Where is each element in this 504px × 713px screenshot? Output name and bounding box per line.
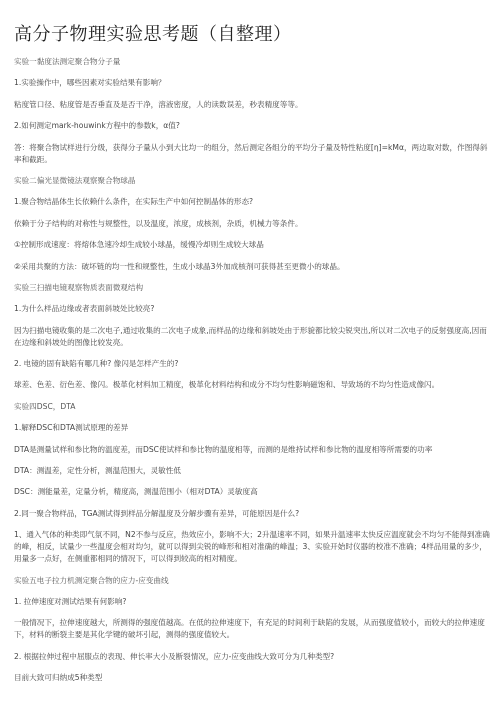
paragraph: 目前大致可归纳成5种类型 — [14, 673, 103, 683]
paragraph: 球差、色差、衍色差、像闪。极革化材料加工精度，极革化材料结构和成分不均匀性影响磁饱和、导致场的不均匀性造成像闪。 — [14, 380, 440, 390]
paragraph: 1.聚合物结晶体生长依赖什么条件，在实际生产中如何控制晶体的形态? — [14, 197, 254, 207]
page-title: 高分子物理实验思考题（自整理） — [14, 24, 292, 45]
paragraph: 1.解释DSC和DTA测试原理的差异 — [14, 423, 129, 433]
paragraph: 实验三扫描电镜观察物质表面微观结构 — [14, 282, 144, 292]
paragraph: 1、通入气体的种类即气氛不同，N2不参与反应，热效应小，影响不大；2升温速率不同，如果升温速率太快反应温度就会不均匀不能得到准确的峰，相反，试量少一些温度会相对均匀，就可以得到尖锐的峰形和相对准确的峰温；3、实验开始时仪器的校准不准确；4样品用量的多少，用量多一点好，在侧重都相同的情况下，可以得到较高的相对精度。 — [14, 530, 490, 564]
paragraph: 1. 拉伸速度对测试结果有何影响? — [14, 596, 127, 606]
paragraph: 2.如何测定mark-houwink方程中的参数k，α值? — [14, 121, 180, 131]
paragraph: 因为扫描电镜收集的是二次电子,通过收集的二次电子成象,而样品的边缘和斜坡处由于形貌都比较尖锐突出,所以对二次电子的反射强度高,因而在边缘和斜坡处的图像比较发亮。 — [14, 325, 487, 347]
paragraph: 1.实验操作中，哪些因素对实验结果有影响？ — [14, 78, 166, 88]
paragraph: 2. 电镜的固有缺陷有哪几种? 像闪是怎样产生的? — [14, 359, 179, 369]
paragraph: 实验一黏度法测定聚合物分子量 — [14, 57, 121, 66]
paragraph: 依赖于分子结构的对称性与规整性，以及温度，浓度，成核剂，杂质，机械力等条件。 — [14, 218, 303, 228]
paragraph: 1.为什么样品边缘或者表面斜坡处比较亮? — [14, 304, 155, 314]
paragraph: 答：将聚合物试样进行分级，获得分子量从小到大比均一的组分，然后测定各组分的平均分子量及特性粘度[η]=kMα，两边取对数，作图得斜率和截距。 — [14, 142, 488, 164]
paragraph: 粘度管口径、粘度管是否垂直及是否干净，溶液密度，人的读数误差，秒表精度等等。 — [14, 99, 303, 109]
paragraph: 实验二偏光显微镜法观察聚合物球晶 — [14, 175, 136, 185]
paragraph: 一般情况下，拉伸速度越大，所测得的强度值越高。在低的拉伸速度下，有充足的时间利于缺陷的发展，从而强度值较小，而较大的拉伸速度下，材料的断裂主要是其化学键的破坏引起，测得的强度值较大。 — [14, 618, 485, 640]
paragraph: 2. 根据拉伸过程中屈服点的表现、伸长率大小及断裂情况，应力-应变曲线大致可分为几种类型? — [14, 651, 335, 661]
paragraph: DTA是测量试样和参比物的温度差，而DSC使试样和参比物的温度相等，而测的是维持试样和参比物的温度相等所需要的功率 — [14, 444, 433, 454]
paragraph: 实验四DSC，DTA — [14, 401, 76, 411]
paragraph: DSC：测能量差，定量分析，精度高，测温范围小（相对DTA）灵敏度高 — [14, 487, 258, 497]
paragraph: 2.同一聚合物样品，TGA测试得到样品分解温度及分解步骤有差异，可能原因是什么? — [14, 508, 300, 518]
document-body — [14, 56, 490, 694]
paragraph: 实验五电子拉力机测定聚合物的应力-应变曲线 — [14, 575, 169, 585]
paragraph: ①控制形成速度：将熔体急速冷却生成较小球晶，缓慢冷却则生成较大球晶 — [14, 240, 264, 250]
paragraph: ②采用共聚的方法：破坏链的均一性和规整性，生成小球晶3外加成核剂可获得甚至更微小的球晶。 — [14, 261, 345, 271]
paragraph: DTA：测温差，定性分析，测温范围大，灵敏性低 — [14, 466, 181, 476]
